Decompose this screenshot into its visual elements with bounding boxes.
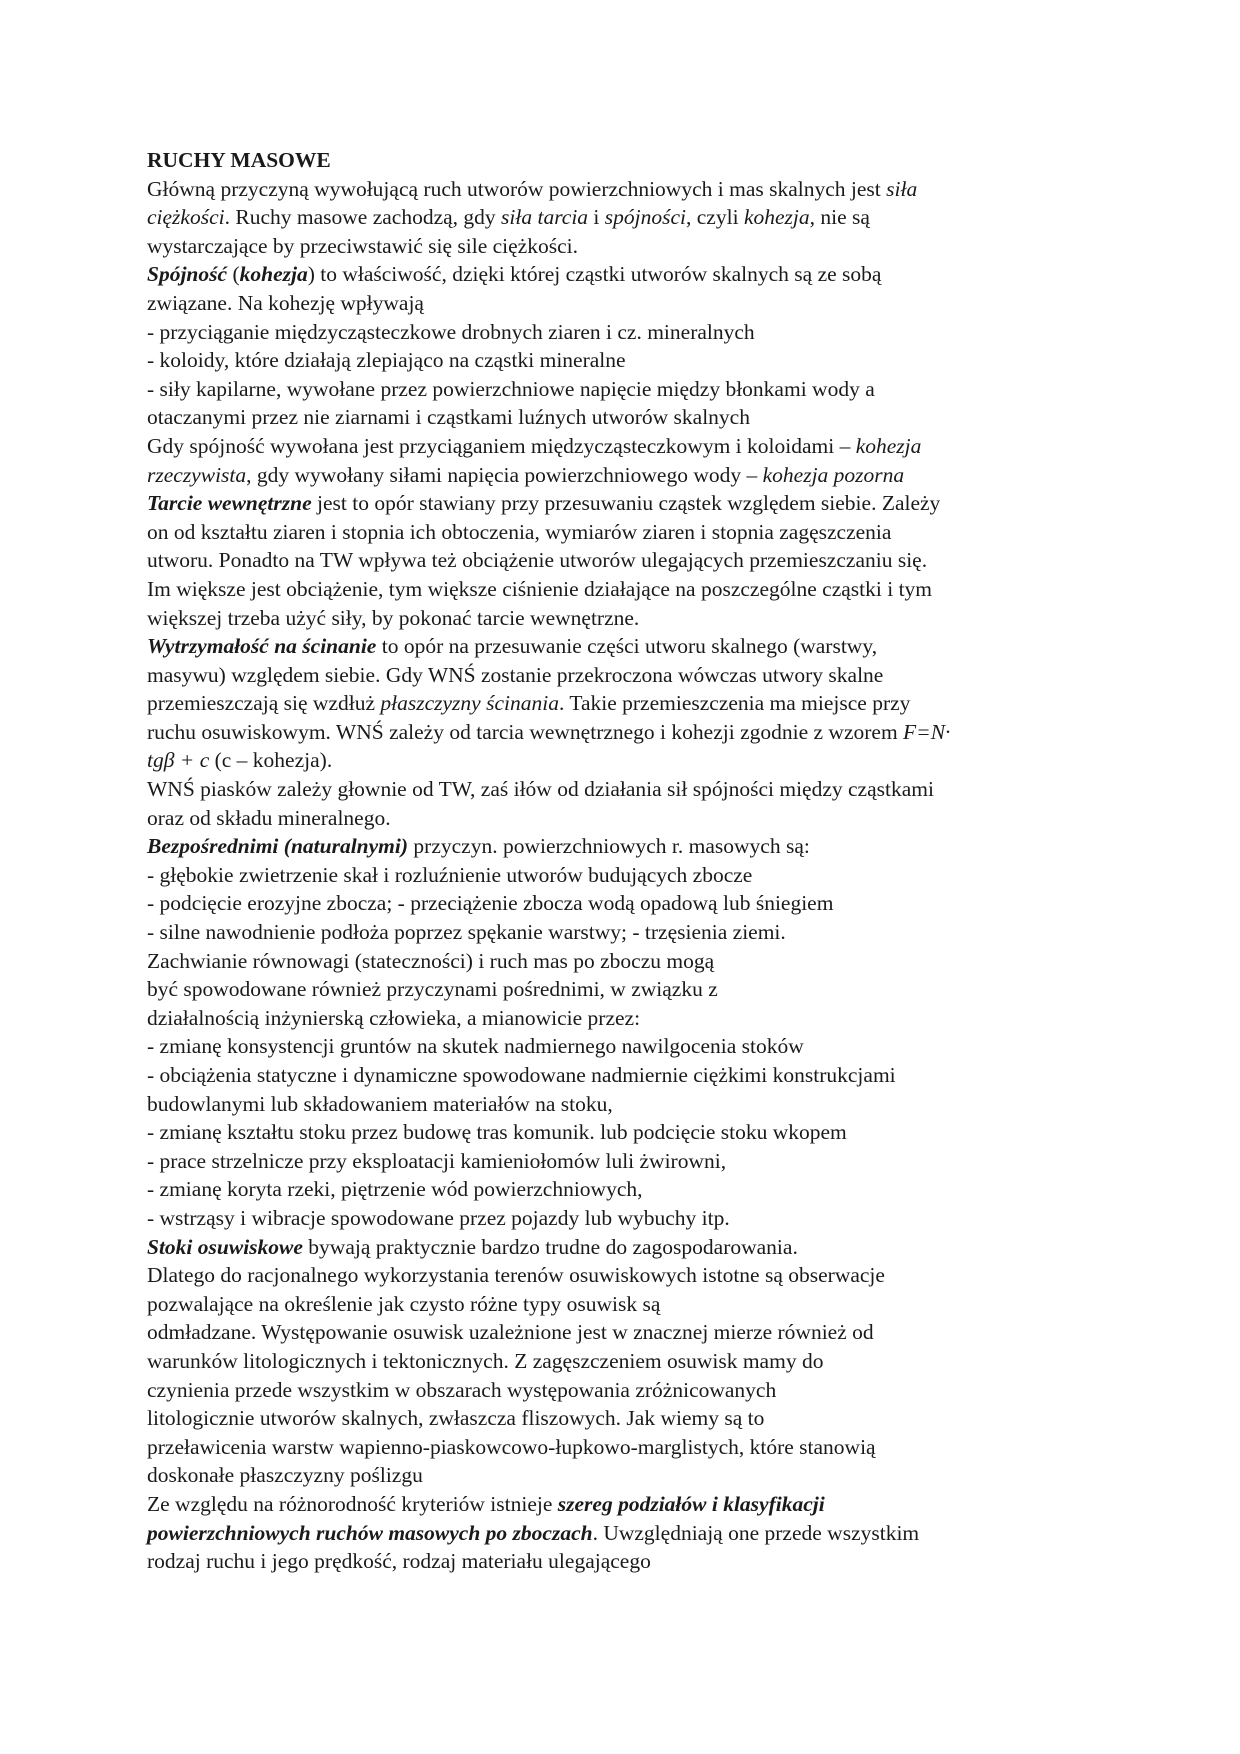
- emphasis-text: Tarcie wewnętrzne: [147, 491, 312, 516]
- text-line: [147, 1061, 1107, 1090]
- text-run: . Ruchy masowe zachodzą, gdy: [224, 205, 502, 230]
- text-line: [147, 1147, 1107, 1176]
- text-line: [147, 260, 1107, 289]
- text-run: - prace strzelnicze przy eksploatacji kamieniołomów luli żwirowni,: [147, 1148, 727, 1173]
- text-run: , nie są: [809, 205, 870, 230]
- text-run: czynienia przede wszystkim w obszarach występowania zróżnicowanych: [147, 1377, 777, 1402]
- text-run: związane. Na kohezję wpływają: [147, 290, 424, 315]
- text-run: przemieszczają się wzdłuż: [147, 691, 381, 716]
- text-run: - silne nawodnienie podłoża poprzez spękanie warstwy; - trzęsienia ziemi.: [147, 920, 786, 945]
- text-run: i: [588, 205, 605, 230]
- text-run: , czyli: [686, 205, 744, 230]
- text-line: [147, 661, 1107, 690]
- text-run: - obciążenia statyczne i dynamiczne spowodowane nadmiernie ciężkimi konstrukcjami: [147, 1063, 896, 1087]
- text-run: (c – kohezja).: [209, 748, 333, 773]
- text-run: być spowodowane również przyczynami pośrednimi, w związku z: [147, 977, 718, 1002]
- text-run: Główną przyczyną wywołującą ruch utworów powierzchniowych i mas skalnych jest: [147, 176, 887, 201]
- text-run: oraz od składu mineralnego.: [147, 805, 391, 830]
- text-line: [147, 289, 1107, 318]
- text-line: [147, 375, 1107, 404]
- text-run: wystarczające by przeciwstawić się sile ciężkości.: [147, 233, 578, 258]
- emphasis-text: siła: [886, 176, 918, 201]
- text-line: [147, 1376, 1107, 1405]
- text-line: [147, 575, 1107, 604]
- text-run: on od kształtu ziaren i stopnia ich obtoczenia, wymiarów ziaren i stopnia zagęszczenia: [147, 519, 892, 544]
- text-line: [147, 1004, 1107, 1033]
- text-run: ) to właściwość, dzięki której cząstki utworów skalnych są ze sobą: [307, 262, 882, 287]
- text-line: [147, 1347, 1107, 1376]
- text-run: większej trzeba użyć siły, by pokonać tarcie wewnętrzne.: [147, 605, 640, 630]
- text-line: [147, 1118, 1107, 1147]
- text-line: [147, 403, 1107, 432]
- text-run: Im większe jest obciążenie, tym większe ciśnienie działające na poszczególne cząstki i tym: [147, 576, 933, 601]
- text-run: Zachwianie równowagi (stateczności) i ruch mas po zboczu mogą: [147, 948, 715, 973]
- emphasis-text: siła tarcia: [501, 205, 589, 230]
- text-line: [147, 1433, 1107, 1462]
- text-line: [147, 1404, 1107, 1433]
- text-run: , gdy wywołany siłami napięcia powierzchniowego wody –: [246, 462, 763, 487]
- text-line: [147, 1290, 1107, 1319]
- text-run: Ze względu na różnorodność kryteriów istnieje: [147, 1491, 558, 1516]
- text-line: [147, 832, 1107, 861]
- text-line: [147, 232, 1107, 261]
- text-run: ruchu osuwiskowym. WNŚ zależy od tarcia wewnętrznego i kohezji zgodnie z wzorem: [147, 719, 904, 744]
- text-run: przeławicenia warstw wapienno-piaskowcowo-łupkowo-marglistych, które stanowią: [147, 1434, 876, 1459]
- text-line: [147, 1233, 1107, 1262]
- text-line: [147, 804, 1107, 833]
- text-line: [147, 489, 1107, 518]
- emphasis-text: płaszczyzny ścinania: [380, 691, 559, 716]
- emphasis-text: ciężkości: [147, 205, 225, 230]
- document-lines: [147, 175, 1107, 1576]
- text-line: [147, 318, 1107, 347]
- text-line: [147, 746, 1107, 775]
- text-line: [147, 975, 1107, 1004]
- text-line: [147, 689, 1107, 718]
- text-run: utworu. Ponadto na TW wpływa też obciążenie utworów ulegających przemieszczaniu się.: [147, 548, 928, 573]
- text-line: [147, 889, 1107, 918]
- text-run: litologicznie utworów skalnych, zwłaszcza fliszowych. Jak wiemy są to: [147, 1406, 765, 1431]
- text-run: WNŚ piasków zależy głownie od TW, zaś iłów od działania sił spójności między cząstkami: [147, 777, 934, 802]
- text-run: . Takie przemieszczenia ma miejsce przy: [558, 691, 911, 716]
- text-run: Dlatego do racjonalnego wykorzystania terenów osuwiskowych istotne są obserwacje: [147, 1263, 885, 1288]
- emphasis-text: Stoki osuwiskowe: [147, 1234, 303, 1259]
- emphasis-text: kohezja: [239, 262, 308, 287]
- text-line: [147, 346, 1107, 375]
- text-run: pozwalające na określenie jak czysto różne typy osuwisk są: [147, 1291, 661, 1316]
- emphasis-text: kohezja: [855, 433, 922, 458]
- text-line: [147, 518, 1107, 547]
- emphasis-text: kohezja pozorna: [762, 462, 905, 487]
- emphasis-text: spójności: [604, 205, 687, 230]
- text-run: - zmianę kształtu stoku przez budowę tras komunik. lub podcięcie stoku wkopem: [147, 1120, 847, 1145]
- document-title: RUCHY MASOWE: [147, 148, 331, 172]
- text-line: [147, 1261, 1107, 1290]
- emphasis-text: powierzchniowych ruchów masowych po zboczach: [147, 1520, 593, 1545]
- text-run: - koloidy, które działają zlepiająco na cząstki mineralne: [147, 348, 626, 373]
- emphasis-text: rzeczywista: [147, 462, 247, 487]
- text-run: warunków litologicznych i tektonicznych. Z zagęszczeniem osuwisk mamy do: [147, 1348, 824, 1373]
- emphasis-text: Bezpośrednimi (naturalnymi): [147, 834, 409, 859]
- text-line: [147, 461, 1107, 490]
- text-run: - wstrząsy i wibracje spowodowane przez pojazdy lub wybuchy itp.: [147, 1205, 730, 1230]
- text-run: masywu) względem siebie. Gdy WNŚ zostanie przekroczona wówczas utwory skalne: [147, 662, 884, 687]
- emphasis-text: F=N·: [903, 719, 951, 744]
- text-line: [147, 1204, 1107, 1233]
- text-line: [147, 432, 1107, 461]
- emphasis-text: tgβ + c: [147, 748, 210, 773]
- text-line: [147, 1090, 1107, 1119]
- text-run: to opór na przesuwanie części utworu skalnego (warstwy,: [376, 634, 878, 659]
- text-run: - zmianę konsystencji gruntów na skutek nadmiernego nawilgocenia stoków: [147, 1034, 804, 1059]
- text-run: Gdy spójność wywołana jest przyciąganiem międzycząsteczkowym i koloidami –: [147, 433, 856, 458]
- text-line: [147, 775, 1107, 804]
- text-line: [147, 1318, 1107, 1347]
- text-line: [147, 1519, 1107, 1548]
- document-body: [147, 146, 1107, 1576]
- text-run: (: [227, 262, 240, 287]
- text-run: bywają praktycznie bardzo trudne do zagospodarowania.: [302, 1234, 798, 1259]
- text-line: [147, 918, 1107, 947]
- text-line: [147, 604, 1107, 633]
- text-line: [147, 175, 1107, 204]
- text-run: odmładzane. Występowanie osuwisk uzależnione jest w znacznej mierze również od: [147, 1320, 874, 1345]
- text-line: [147, 1032, 1107, 1061]
- text-run: - siły kapilarne, wywołane przez powierzchniowe napięcie między błonkami wody a: [147, 376, 875, 401]
- emphasis-text: Wytrzymałość na ścinanie: [147, 634, 377, 659]
- text-run: - podcięcie erozyjne zbocza; - przeciążenie zbocza wodą opadową lub śniegiem: [147, 891, 834, 916]
- text-run: . Uwzględniają one przede wszystkim: [592, 1520, 920, 1545]
- text-line: [147, 947, 1107, 976]
- text-run: jest to opór stawiany przy przesuwaniu cząstek względem siebie. Zależy: [311, 491, 941, 516]
- text-line: [147, 546, 1107, 575]
- text-line: [147, 861, 1107, 890]
- text-run: przyczyn. powierzchniowych r. masowych są:: [408, 834, 810, 859]
- text-run: - przyciąganie międzycząsteczkowe drobnych ziaren i cz. mineralnych: [147, 319, 755, 344]
- text-line: [147, 1547, 1107, 1576]
- text-line: [147, 203, 1107, 232]
- text-run: budowlanymi lub składowaniem materiałów na stoku,: [147, 1091, 613, 1116]
- text-run: doskonałe płaszczyzny poślizgu: [147, 1463, 423, 1488]
- text-line: [147, 1175, 1107, 1204]
- text-line: [147, 1490, 1107, 1519]
- text-line: [147, 1461, 1107, 1490]
- text-line: [147, 632, 1107, 661]
- text-run: - zmianę koryta rzeki, piętrzenie wód powierzchniowych,: [147, 1177, 643, 1202]
- emphasis-text: Spójność: [147, 262, 228, 287]
- text-run: działalnością inżynierską człowieka, a mianowicie przez:: [147, 1005, 641, 1030]
- text-run: otaczanymi przez nie ziarnami i cząstkami luźnych utworów skalnych: [147, 405, 750, 430]
- emphasis-text: szereg podziałów i klasyfikacji: [557, 1491, 825, 1516]
- text-line: [147, 718, 1107, 747]
- text-run: - głębokie zwietrzenie skał i rozluźnienie utworów budujących zbocze: [147, 862, 753, 887]
- text-run: rodzaj ruchu i jego prędkość, rodzaj materiału ulegającego: [147, 1549, 651, 1574]
- emphasis-text: kohezja: [743, 205, 810, 230]
